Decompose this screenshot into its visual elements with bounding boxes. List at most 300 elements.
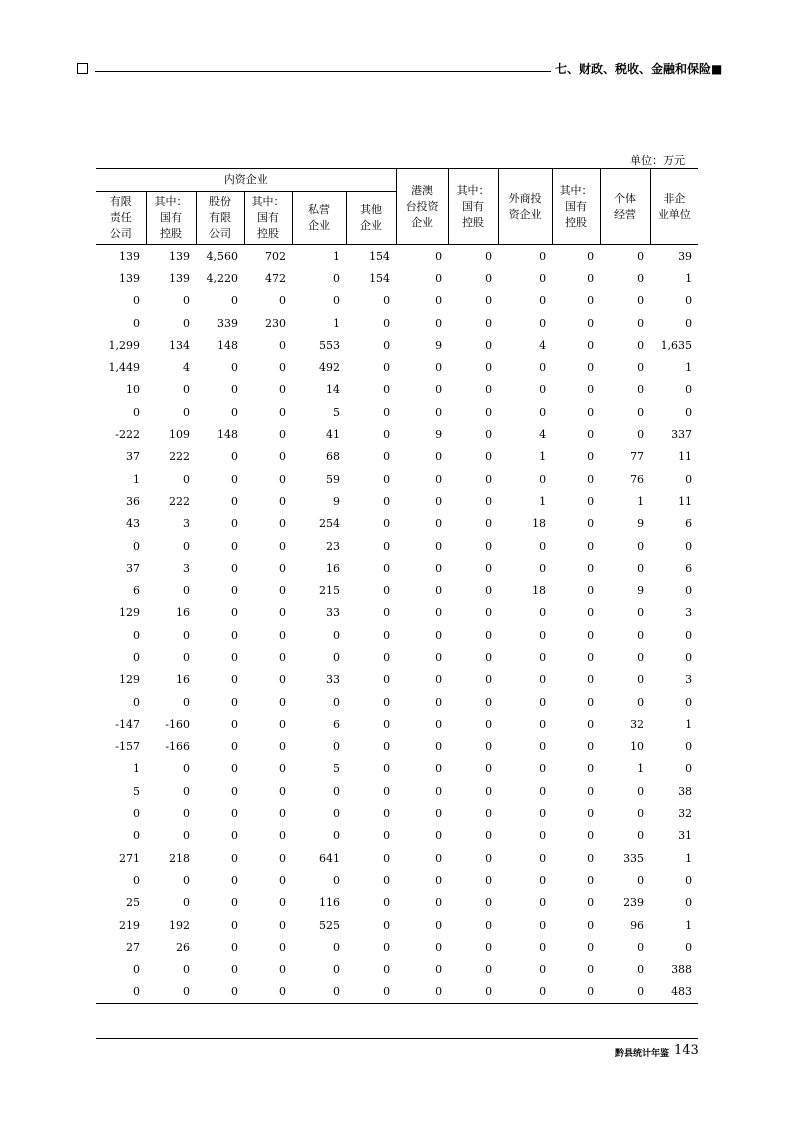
header-foreign-invested bbox=[498, 169, 552, 245]
table-cell: 0 bbox=[383, 405, 391, 419]
table-cell: 0 bbox=[231, 517, 238, 531]
table-cell: 27 bbox=[126, 940, 140, 954]
table-cell: 23 bbox=[326, 539, 340, 553]
table-cell: 0 bbox=[539, 851, 547, 865]
table-cell: 0 bbox=[485, 561, 493, 575]
table-cell: 0 bbox=[279, 361, 286, 375]
table-cell: 0 bbox=[279, 873, 286, 887]
table-cell: 0 bbox=[685, 873, 693, 887]
header-state-holding-jsc bbox=[244, 192, 292, 245]
table-cell: 0 bbox=[435, 717, 443, 731]
table-cell: 0 bbox=[637, 539, 645, 553]
table-cell: 0 bbox=[539, 606, 547, 620]
table-cell: 0 bbox=[231, 873, 238, 887]
table-cell: 0 bbox=[383, 650, 391, 664]
table-row bbox=[96, 869, 698, 891]
table-cell: 139 bbox=[119, 271, 140, 285]
header-line: 外商投 bbox=[508, 191, 542, 205]
table-cell: 0 bbox=[485, 517, 493, 531]
header-line: 企业 bbox=[308, 219, 330, 232]
table-cell: 1 bbox=[539, 494, 547, 508]
table-cell: 0 bbox=[587, 584, 595, 598]
table-cell: 222 bbox=[169, 494, 190, 508]
table-cell: 0 bbox=[333, 784, 340, 798]
table-cell: 0 bbox=[587, 784, 595, 798]
table-cell: 1 bbox=[685, 918, 693, 932]
table-cell: 129 bbox=[119, 673, 140, 687]
table-cell: 0 bbox=[279, 673, 286, 687]
table-cell: 0 bbox=[383, 896, 391, 910]
table-cell: 39 bbox=[678, 249, 693, 263]
table-cell: 472 bbox=[265, 271, 286, 285]
table-cell: 0 bbox=[435, 985, 443, 999]
table-cell: 0 bbox=[383, 294, 391, 308]
table-cell: 0 bbox=[637, 249, 645, 263]
table-cell: 0 bbox=[231, 294, 238, 308]
table-cell: 0 bbox=[539, 918, 547, 932]
table-row bbox=[96, 312, 698, 334]
table-row bbox=[96, 602, 698, 624]
table-cell: 0 bbox=[383, 918, 391, 932]
table-cell: 0 bbox=[587, 673, 595, 687]
table-cell: 1 bbox=[333, 316, 340, 330]
table-cell: 0 bbox=[383, 940, 391, 954]
table-cell: 0 bbox=[133, 873, 140, 887]
table-cell: 0 bbox=[279, 472, 286, 486]
table-cell: 0 bbox=[587, 896, 595, 910]
table-cell: 16 bbox=[326, 561, 340, 575]
table-cell: 0 bbox=[435, 383, 443, 397]
header-line: 其中： bbox=[251, 195, 285, 208]
table-cell: 0 bbox=[485, 472, 493, 486]
table-cell: 0 bbox=[435, 316, 443, 330]
table-cell: 230 bbox=[265, 316, 286, 330]
unit-label: 单位：万元 bbox=[630, 154, 685, 167]
table-cell: 4 bbox=[539, 428, 547, 442]
header-line: 国有 bbox=[462, 199, 485, 213]
table-cell: 0 bbox=[587, 472, 595, 486]
table-cell: 0 bbox=[383, 762, 391, 776]
table-row bbox=[96, 401, 698, 423]
table-cell: 0 bbox=[279, 383, 286, 397]
table-cell: 0 bbox=[539, 673, 547, 687]
table-cell: 0 bbox=[685, 472, 693, 486]
table-cell: 192 bbox=[169, 918, 190, 932]
table-cell: 0 bbox=[435, 673, 443, 687]
table-cell: 0 bbox=[133, 316, 140, 330]
table-cell: 6 bbox=[133, 584, 140, 598]
table-cell: 0 bbox=[485, 695, 493, 709]
table-cell: 0 bbox=[333, 829, 340, 843]
table-cell: 0 bbox=[587, 918, 595, 932]
table-cell: 0 bbox=[637, 428, 645, 442]
table-cell: 0 bbox=[435, 851, 443, 865]
table-cell: 0 bbox=[133, 695, 140, 709]
table-cell: 0 bbox=[333, 873, 340, 887]
table-cell: 9 bbox=[637, 517, 645, 531]
table-cell: 0 bbox=[231, 472, 238, 486]
table-header bbox=[96, 169, 698, 245]
table-cell: 0 bbox=[435, 740, 443, 754]
table-cell: 0 bbox=[637, 940, 645, 954]
table-cell: 0 bbox=[587, 249, 595, 263]
table-cell: 0 bbox=[333, 650, 340, 664]
table-cell: 0 bbox=[435, 584, 443, 598]
table-cell: 0 bbox=[539, 316, 547, 330]
table-cell: 0 bbox=[435, 873, 443, 887]
table-cell: 0 bbox=[435, 472, 443, 486]
table-cell: 0 bbox=[587, 294, 595, 308]
table-cell: 0 bbox=[485, 963, 493, 977]
table-cell: 11 bbox=[678, 494, 693, 508]
header-line: 港澳 bbox=[411, 183, 434, 197]
table-cell: 4 bbox=[539, 338, 547, 352]
table-cell: 0 bbox=[485, 985, 493, 999]
table-cell: 0 bbox=[685, 650, 693, 664]
table-cell: 0 bbox=[383, 383, 391, 397]
table-cell: 32 bbox=[678, 807, 693, 821]
table-cell: 0 bbox=[279, 784, 286, 798]
table-cell: 4,220 bbox=[206, 271, 238, 285]
header-line: 经营 bbox=[614, 207, 637, 221]
table-cell: 0 bbox=[183, 985, 190, 999]
table-cell: 0 bbox=[637, 361, 645, 375]
table-row bbox=[96, 914, 698, 936]
table-row bbox=[96, 490, 698, 512]
table-cell: 0 bbox=[279, 628, 286, 642]
table-cell: 0 bbox=[435, 896, 443, 910]
table-cell: 9 bbox=[435, 428, 443, 442]
table-cell: 0 bbox=[485, 494, 493, 508]
table-cell: 0 bbox=[539, 628, 547, 642]
table-cell: 139 bbox=[169, 271, 190, 285]
table-cell: 0 bbox=[231, 561, 238, 575]
table-cell: 0 bbox=[539, 762, 547, 776]
header-line: 股份 bbox=[209, 195, 231, 208]
table-cell: 0 bbox=[383, 784, 391, 798]
table-cell: 0 bbox=[685, 405, 693, 419]
table-cell: 339 bbox=[217, 316, 238, 330]
table-cell: 0 bbox=[637, 807, 645, 821]
table-row bbox=[96, 290, 698, 312]
table-cell: 0 bbox=[279, 517, 286, 531]
table-cell: 641 bbox=[319, 851, 340, 865]
table-cell: 6 bbox=[333, 717, 340, 731]
table-cell: 0 bbox=[183, 807, 190, 821]
table-cell: 0 bbox=[685, 762, 693, 776]
table-cell: 76 bbox=[630, 472, 645, 486]
table-row bbox=[96, 736, 698, 758]
table-cell: 388 bbox=[671, 963, 693, 977]
table-cell: 0 bbox=[485, 896, 493, 910]
table-cell: 0 bbox=[587, 940, 595, 954]
table-cell: 0 bbox=[435, 940, 443, 954]
table-cell: 702 bbox=[265, 249, 286, 263]
table-cell: 59 bbox=[326, 472, 340, 486]
table-cell: 0 bbox=[279, 539, 286, 553]
table-cell: 0 bbox=[587, 851, 595, 865]
table-cell: 1 bbox=[333, 249, 340, 263]
table-cell: 0 bbox=[231, 450, 238, 464]
table-cell: 0 bbox=[279, 584, 286, 598]
table-cell: 43 bbox=[126, 517, 140, 531]
table-row bbox=[96, 579, 698, 601]
table-cell: 0 bbox=[183, 695, 190, 709]
table-cell: 0 bbox=[539, 784, 547, 798]
table-cell: 0 bbox=[587, 405, 595, 419]
table-row bbox=[96, 691, 698, 713]
table-cell: 0 bbox=[435, 606, 443, 620]
table-cell: 0 bbox=[133, 650, 140, 664]
table-cell: 0 bbox=[637, 628, 645, 642]
header-line: 有限 bbox=[109, 195, 132, 208]
table-cell: 0 bbox=[485, 762, 493, 776]
table-cell: 77 bbox=[630, 450, 645, 464]
table-cell: 0 bbox=[587, 517, 595, 531]
data-table bbox=[96, 168, 698, 1004]
header-line: 企业 bbox=[360, 219, 383, 232]
table-cell: 0 bbox=[637, 383, 645, 397]
table-cell: 0 bbox=[435, 561, 443, 575]
table-cell: 0 bbox=[435, 762, 443, 776]
table-cell: 0 bbox=[637, 405, 645, 419]
table-cell: 14 bbox=[326, 383, 340, 397]
header-line: 控股 bbox=[462, 215, 485, 229]
table-cell: 1 bbox=[637, 762, 645, 776]
header-line: 公司 bbox=[109, 227, 132, 240]
table-cell: 0 bbox=[539, 650, 547, 664]
table-cell: 0 bbox=[383, 963, 391, 977]
table-cell: 0 bbox=[485, 428, 493, 442]
table-cell: 0 bbox=[485, 606, 493, 620]
table-row bbox=[96, 446, 698, 468]
table-cell: 0 bbox=[637, 650, 645, 664]
table-cell: 0 bbox=[383, 561, 391, 575]
table-cell: 525 bbox=[319, 918, 340, 932]
table-cell: 0 bbox=[435, 405, 443, 419]
table-cell: 0 bbox=[587, 873, 595, 887]
table-cell: 0 bbox=[279, 940, 286, 954]
table-cell: 0 bbox=[587, 963, 595, 977]
table-cell: 0 bbox=[539, 539, 547, 553]
table-row bbox=[96, 669, 698, 691]
table-cell: 0 bbox=[279, 985, 286, 999]
table-cell: 0 bbox=[183, 784, 190, 798]
table-row bbox=[96, 334, 698, 356]
table-cell: 0 bbox=[685, 584, 693, 598]
table-cell: 0 bbox=[485, 294, 493, 308]
header-line: 台投资 bbox=[405, 199, 439, 213]
table-cell: 0 bbox=[539, 963, 547, 977]
header-line: 控股 bbox=[160, 227, 182, 240]
table-cell: 0 bbox=[231, 896, 238, 910]
table-cell: 0 bbox=[587, 561, 595, 575]
table-cell: 0 bbox=[587, 628, 595, 642]
table-cell: 0 bbox=[485, 628, 493, 642]
table-cell: 0 bbox=[685, 539, 693, 553]
table-cell: 3 bbox=[183, 561, 190, 575]
table-cell: 0 bbox=[485, 740, 493, 754]
table-cell: 0 bbox=[539, 472, 547, 486]
table-cell: 0 bbox=[587, 807, 595, 821]
table-cell: 0 bbox=[133, 628, 140, 642]
table-cell: 0 bbox=[637, 829, 645, 843]
section-title: 七、财政、税收、金融和保险■ bbox=[555, 62, 723, 76]
table-cell: 0 bbox=[183, 873, 190, 887]
table-cell: 0 bbox=[383, 873, 391, 887]
header-limited-liability bbox=[96, 192, 146, 245]
table-cell: 0 bbox=[133, 829, 140, 843]
table-cell: 0 bbox=[637, 873, 645, 887]
table-cell: 0 bbox=[333, 963, 340, 977]
table-cell: 0 bbox=[539, 405, 547, 419]
table-cell: 0 bbox=[435, 539, 443, 553]
table-cell: 0 bbox=[587, 450, 595, 464]
table-row bbox=[96, 468, 698, 490]
table-cell: 0 bbox=[539, 271, 547, 285]
table-cell: 0 bbox=[183, 294, 190, 308]
table-cell: 0 bbox=[231, 851, 238, 865]
table-cell: 38 bbox=[678, 784, 693, 798]
footer-rule bbox=[96, 1038, 698, 1039]
header-line: 私营 bbox=[308, 203, 330, 216]
table-cell: 0 bbox=[231, 940, 238, 954]
table-cell: 0 bbox=[435, 918, 443, 932]
table-cell: 0 bbox=[133, 294, 140, 308]
table-cell: 0 bbox=[231, 628, 238, 642]
table-cell: 0 bbox=[279, 807, 286, 821]
table-body bbox=[96, 245, 698, 1004]
table-cell: 129 bbox=[119, 606, 140, 620]
header-line: 国有 bbox=[160, 211, 182, 224]
table-cell: 0 bbox=[485, 829, 493, 843]
table-cell: 0 bbox=[587, 829, 595, 843]
table-cell: 0 bbox=[685, 294, 693, 308]
table-cell: 1 bbox=[685, 271, 693, 285]
table-cell: 0 bbox=[485, 539, 493, 553]
table-cell: 0 bbox=[539, 829, 547, 843]
table-cell: 1 bbox=[685, 361, 693, 375]
table-cell: 0 bbox=[231, 695, 238, 709]
header-rule bbox=[95, 71, 551, 72]
table-row bbox=[96, 245, 698, 268]
table-cell: 0 bbox=[279, 740, 286, 754]
table-cell: 0 bbox=[383, 628, 391, 642]
table-cell: 0 bbox=[383, 695, 391, 709]
table-cell: 0 bbox=[183, 539, 190, 553]
table-cell: -147 bbox=[115, 717, 140, 731]
table-cell: 0 bbox=[231, 584, 238, 598]
book-title: 黔县统计年鉴 bbox=[615, 1049, 670, 1059]
table-cell: 0 bbox=[133, 963, 140, 977]
table-cell: 0 bbox=[485, 650, 493, 664]
table-cell: 0 bbox=[279, 695, 286, 709]
table-cell: 0 bbox=[587, 361, 595, 375]
table-cell: 139 bbox=[169, 249, 190, 263]
table-cell: 26 bbox=[176, 940, 190, 954]
table-cell: 0 bbox=[539, 717, 547, 731]
table-cell: 0 bbox=[231, 494, 238, 508]
table-cell: 0 bbox=[485, 807, 493, 821]
table-cell: 32 bbox=[630, 717, 645, 731]
table-cell: 0 bbox=[485, 918, 493, 932]
header-line: 责任 bbox=[109, 211, 132, 224]
table-cell: 0 bbox=[485, 584, 493, 598]
table-cell: 1,635 bbox=[660, 338, 693, 352]
table-row bbox=[96, 513, 698, 535]
table-cell: 1 bbox=[685, 717, 693, 731]
table-cell: 1 bbox=[539, 450, 547, 464]
table-cell: 6 bbox=[685, 561, 693, 575]
table-cell: 68 bbox=[326, 450, 340, 464]
page-number: 143 bbox=[674, 1043, 699, 1058]
table-cell: 0 bbox=[333, 740, 340, 754]
table-cell: 0 bbox=[685, 940, 693, 954]
table-cell: 0 bbox=[485, 673, 493, 687]
table-cell: 5 bbox=[333, 405, 340, 419]
table-cell: 492 bbox=[319, 361, 340, 375]
table-cell: 0 bbox=[279, 717, 286, 731]
header-private-enterprise bbox=[292, 192, 346, 245]
table-cell: 0 bbox=[383, 829, 391, 843]
table-cell: 0 bbox=[279, 405, 286, 419]
table-cell: 0 bbox=[685, 316, 693, 330]
table-cell: 1 bbox=[637, 494, 645, 508]
table-cell: 0 bbox=[485, 316, 493, 330]
table-cell: 0 bbox=[435, 361, 443, 375]
table-cell: -222 bbox=[115, 428, 140, 442]
table-cell: 337 bbox=[671, 428, 693, 442]
table-cell: 0 bbox=[637, 561, 645, 575]
table-cell: 0 bbox=[279, 851, 286, 865]
table-cell: 0 bbox=[279, 606, 286, 620]
table-cell: 0 bbox=[539, 740, 547, 754]
table-cell: 0 bbox=[539, 807, 547, 821]
table-row bbox=[96, 758, 698, 780]
table-cell: 0 bbox=[183, 963, 190, 977]
table-cell: 0 bbox=[637, 271, 645, 285]
table-cell: 109 bbox=[169, 428, 190, 442]
header-line: 控股 bbox=[565, 215, 588, 229]
table-cell: 25 bbox=[126, 896, 140, 910]
table-cell: 483 bbox=[671, 985, 693, 999]
table-cell: 1 bbox=[133, 472, 140, 486]
table-row bbox=[96, 981, 698, 1004]
table-cell: 0 bbox=[231, 717, 238, 731]
table-cell: 1,449 bbox=[108, 361, 140, 375]
table-cell: 0 bbox=[133, 539, 140, 553]
header-line: 其中： bbox=[559, 183, 593, 197]
table-cell: 0 bbox=[587, 383, 595, 397]
table-cell: 0 bbox=[231, 606, 238, 620]
table-cell: 0 bbox=[587, 494, 595, 508]
table-cell: 0 bbox=[485, 851, 493, 865]
table-cell: 0 bbox=[587, 338, 595, 352]
table-cell: 0 bbox=[435, 695, 443, 709]
table-cell: 0 bbox=[279, 338, 286, 352]
table-cell: 0 bbox=[231, 829, 238, 843]
table-cell: 0 bbox=[587, 762, 595, 776]
table-cell: 0 bbox=[231, 762, 238, 776]
table-cell: 0 bbox=[435, 807, 443, 821]
table-cell: 0 bbox=[485, 338, 493, 352]
table-cell: 16 bbox=[176, 606, 190, 620]
table-cell: 9 bbox=[333, 494, 340, 508]
table-cell: 0 bbox=[539, 873, 547, 887]
table-cell: 0 bbox=[587, 650, 595, 664]
table-cell: 0 bbox=[485, 383, 493, 397]
header-non-enterprise bbox=[650, 169, 698, 245]
